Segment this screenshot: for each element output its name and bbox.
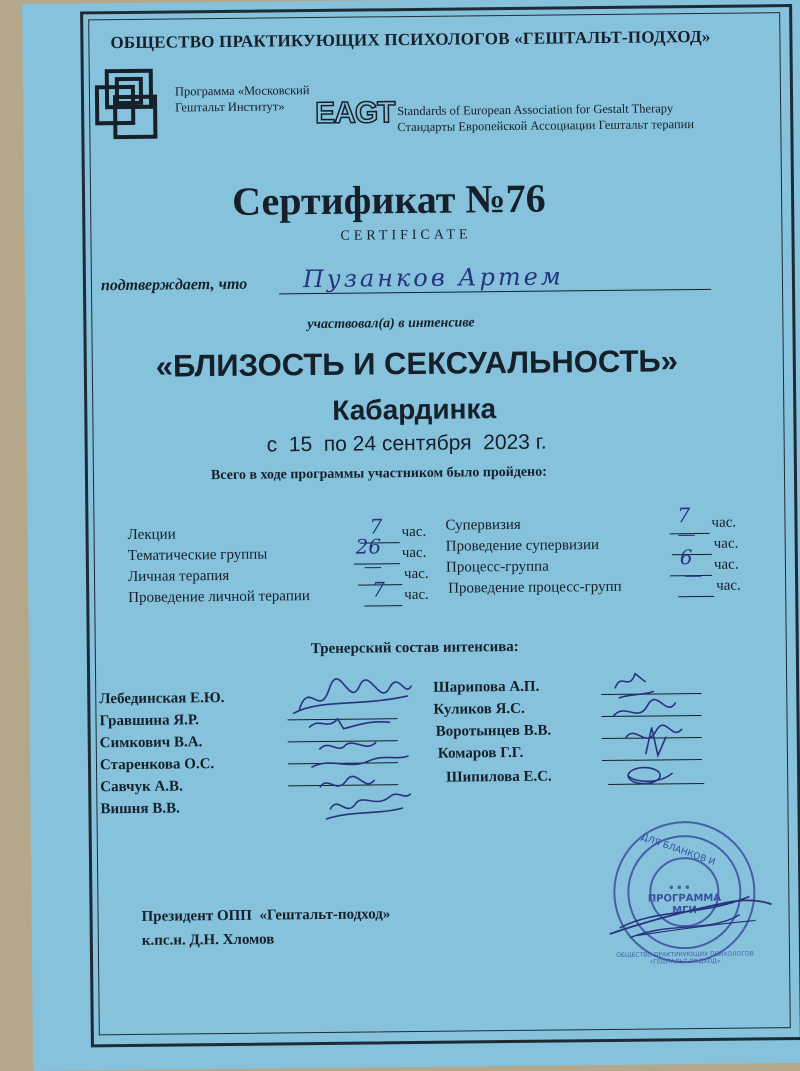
- hours-conducting-therapy-value: 7: [372, 577, 386, 602]
- hours-lectures-label: Лекции: [127, 526, 176, 543]
- trainer-name: Старенкова О.С.: [99, 756, 215, 774]
- trainer-name: Лебединская Е.Ю.: [99, 689, 225, 708]
- trainer-name: Комаров Г.Г.: [437, 744, 524, 762]
- hours-conducting-process-value: —: [683, 564, 703, 587]
- total-label: Всего в ходе программы участником было пройдено:: [210, 464, 547, 484]
- trainer-name: Симкович В.А.: [99, 734, 203, 752]
- hours-unit: час.: [403, 565, 429, 583]
- trainer-name: Воротынцев В.В.: [435, 722, 552, 740]
- organization-name: ОБЩЕСТВО ПРАКТИКУЮЩИХ ПСИХОЛОГОВ «ГЕШТАЛЬТ-ПОДХОД»: [110, 26, 711, 53]
- hours-unit: час.: [713, 535, 739, 552]
- hours-personal-therapy-label: Личная терапия: [127, 567, 230, 585]
- hours-thematic-value: 26: [355, 534, 382, 559]
- hours-thematic-label: Тематические группы: [127, 546, 268, 564]
- hours-unit: час.: [711, 514, 737, 531]
- participant-name: Пузанков Артем: [302, 262, 564, 294]
- hours-conducting-therapy-label: Проведение личной терапии: [128, 588, 310, 606]
- signatures-left-group: [279, 668, 431, 842]
- eagt-logo: EAGT: [315, 96, 395, 131]
- trainer-name: Савчук А.В.: [100, 778, 183, 796]
- hours-supervision-value: 7: [677, 503, 691, 528]
- event-dates: с 15 по 24 сентября 2023 г.: [266, 430, 547, 457]
- event-location: Кабардинка: [332, 393, 497, 426]
- program-line-1: Программа «Московский: [174, 83, 310, 99]
- president-signature: [605, 880, 776, 952]
- hours-unit: час.: [401, 523, 427, 541]
- hours-unit: час.: [401, 544, 427, 562]
- hours-conducting-process-label: Проведение процесс-групп: [448, 578, 622, 597]
- certificate-paper: [22, 0, 800, 1071]
- stamp-inner-text: ДЛЯ БЛАНКОВ И: [639, 832, 717, 868]
- trainer-name: Вишня В.В.: [100, 800, 180, 818]
- hours-personal-therapy-value: —: [363, 556, 383, 578]
- hours-lectures-value: 7: [369, 514, 383, 539]
- program-line-2: Гештальт Институт»: [175, 99, 285, 115]
- hours-unit: час.: [404, 586, 429, 604]
- mgi-logo-icon: [93, 64, 174, 145]
- trainer-name: Гравшина Я.Р.: [99, 712, 199, 730]
- stamp-outer-text: ОБЩЕСТВО ПРАКТИКУЮЩИХ ПСИХОЛОГОВ «ГЕШТАЛЬТ-ПОДХОД»: [616, 950, 754, 966]
- trainer-name: Шипилова Е.С.: [446, 768, 552, 786]
- certificate-title: Сертификат №76: [231, 175, 546, 224]
- hours-unit: час.: [713, 556, 739, 573]
- hours-supervision-label: Супервизия: [445, 516, 521, 534]
- stamp-center-text: ПРОГРАММА МГИ: [647, 892, 722, 917]
- eagt-standards-ru: Стандарты Европейской Ассоциации Гештальт терапии: [397, 117, 695, 135]
- hours-unit: час.: [716, 577, 741, 594]
- hours-conducting-supervision-value: —: [677, 524, 696, 546]
- president-title: Президент ОПП «Гештальт-подход»: [141, 906, 391, 925]
- hours-process-group-label: Процесс-группа: [445, 558, 549, 576]
- eagt-standards-en: Standards of European Association for Gestalt Therapy: [397, 101, 674, 119]
- event-title: «БЛИЗОСТЬ И СЕКСУАЛЬНОСТЬ»: [155, 343, 679, 384]
- president-name: к.пс.н. Д.Н. Хломов: [141, 931, 275, 949]
- hours-conducting-supervision-label: Проведение супервизии: [445, 537, 600, 555]
- trainers-title: Тренерский состав интенсива:: [310, 638, 519, 658]
- participated-label: участвовал(а) в интенсиве: [307, 315, 475, 333]
- trainer-name: Шарипова А.П.: [433, 678, 540, 696]
- certificate-subtitle: CERTIFICATE: [340, 227, 472, 244]
- signatures-right-group: [585, 657, 706, 798]
- trainer-name: Куликов Я.С.: [433, 700, 525, 718]
- confirms-label: подтверждает, что: [100, 275, 248, 295]
- hours-process-group-value: 6: [679, 545, 693, 570]
